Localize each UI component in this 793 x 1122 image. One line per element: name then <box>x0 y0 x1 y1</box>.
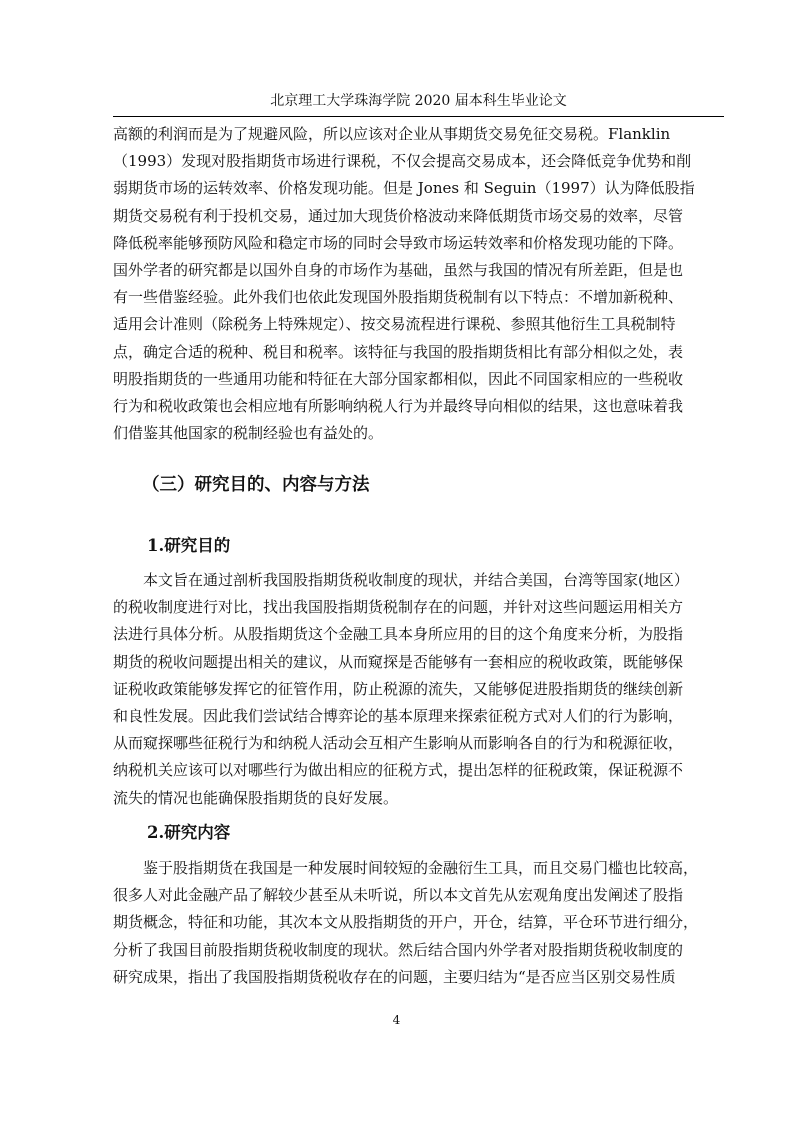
text-line: 从而窥探哪些征税行为和纳税人活动会互相产生影响从而影响各自的行为和税源征收， <box>113 734 684 753</box>
header-divider <box>113 116 724 117</box>
text-line: 适用会计准则（除税务上特殊规定）、按交易流程进行课税、参照其他衍生工具税制特 <box>113 315 676 334</box>
subsection-heading-purpose: 1.研究目的 <box>147 536 231 555</box>
text-line: 纳税机关应该可以对哪些行为做出相应的征税方式，提出怎样的征税政策，保证税源不 <box>113 761 684 780</box>
text-line: 证税收政策能够发挥它的征管作用，防止税源的流失，又能够促进股指期货的继续创新 <box>113 679 684 698</box>
paragraph-literature-summary <box>113 121 724 447</box>
text-line: 期货的税收问题提出相关的建议，从而窥探是否能够有一套相应的税收政策，既能够保 <box>113 652 684 671</box>
text-line: 很多人对此金融产品了解较少甚至从未听说，所以本文首先从宏观角度出发阐述了股指 <box>113 886 684 905</box>
text-line: 国外学者的研究都是以国外自身的市场作为基础，虽然与我国的情况有所差距，但是也 <box>113 260 684 279</box>
text-line: 高额的利润而是为了规避风险，所以应该对企业从事期货交易免征交易税。Flanklin <box>113 125 671 143</box>
page-number: 4 <box>392 1013 401 1027</box>
text-line: 明股指期货的一些通用功能和特征在大部分国家都相似，因此不同国家相应的一些税收 <box>113 369 684 388</box>
text-line: 研究成果，指出了我国股指期货税收存在的问题，主要归结为“是否应当区别交易性质 <box>113 967 676 986</box>
text-line: 降低税率能够预防风险和稳定市场的同时会导致市场运转效率和价格发现功能的下降。 <box>113 233 684 252</box>
text-line: 本文旨在通过剖析我国股指期货税收制度的现状，并结合美国，台湾等国家(地区） <box>143 571 689 589</box>
subsection-heading-content: 2.研究内容 <box>147 823 231 842</box>
text-line: 点，确定合适的税种、税目和税率。该特征与我国的股指期货相比有部分相似之处，表 <box>113 342 684 361</box>
text-line: 的税收制度进行对比，找出我国股指期货税制存在的问题，并针对这些问题运用相关方 <box>113 598 684 617</box>
text-line: 有一些借鉴经验。此外我们也依此发现国外股指期货税制有以下特点：不增加新税种、 <box>113 288 684 307</box>
running-header: 北京理工大学珠海学院 2020 届本科生毕业论文 <box>270 93 567 109</box>
text-line: 流失的情况也能确保股指期货的良好发展。 <box>113 788 399 807</box>
section-heading: （三）研究目的、内容与方法 <box>142 475 370 495</box>
text-line: 鉴于股指期货在我国是一种发展时间较短的金融衍生工具，而且交易门槛也比较高， <box>143 859 699 877</box>
text-line: （1993）发现对股指期货市场进行课税，不仅会提高交易成本，还会降低竞争优势和削 <box>113 152 692 171</box>
text-line: 期货概念，特征和功能，其次本文从股指期货的开户，开仓，结算，平仓环节进行细分， <box>113 913 699 932</box>
text-line: 行为和税收政策也会相应地有所影响纳税人行为并最终导向相似的结果，这也意味着我 <box>113 396 684 415</box>
text-line: 分析了我国目前股指期货税收制度的现状。然后结合国内外学者对股指期货税收制度的 <box>113 940 684 959</box>
text-line: 和良性发展。因此我们尝试结合博弈论的基本原理来探索征税方式对人们的行为影响， <box>113 706 684 725</box>
text-line: 法进行具体分析。从股指期货这个金融工具本身所应用的目的这个角度来分析，为股指 <box>113 625 684 644</box>
paragraph-research-purpose <box>113 567 724 812</box>
text-line: 期货交易税有利于投机交易，通过加大现货价格波动来降低期货市场交易的效率，尽管 <box>113 206 684 225</box>
paragraph-research-content <box>113 855 724 991</box>
text-line: 弱期货市场的运转效率、价格发现功能。但是 Jones 和 Seguin（1997）认为降低股指 <box>113 179 695 198</box>
text-line: 们借鉴其他国家的税制经验也有益处的。 <box>113 424 384 443</box>
